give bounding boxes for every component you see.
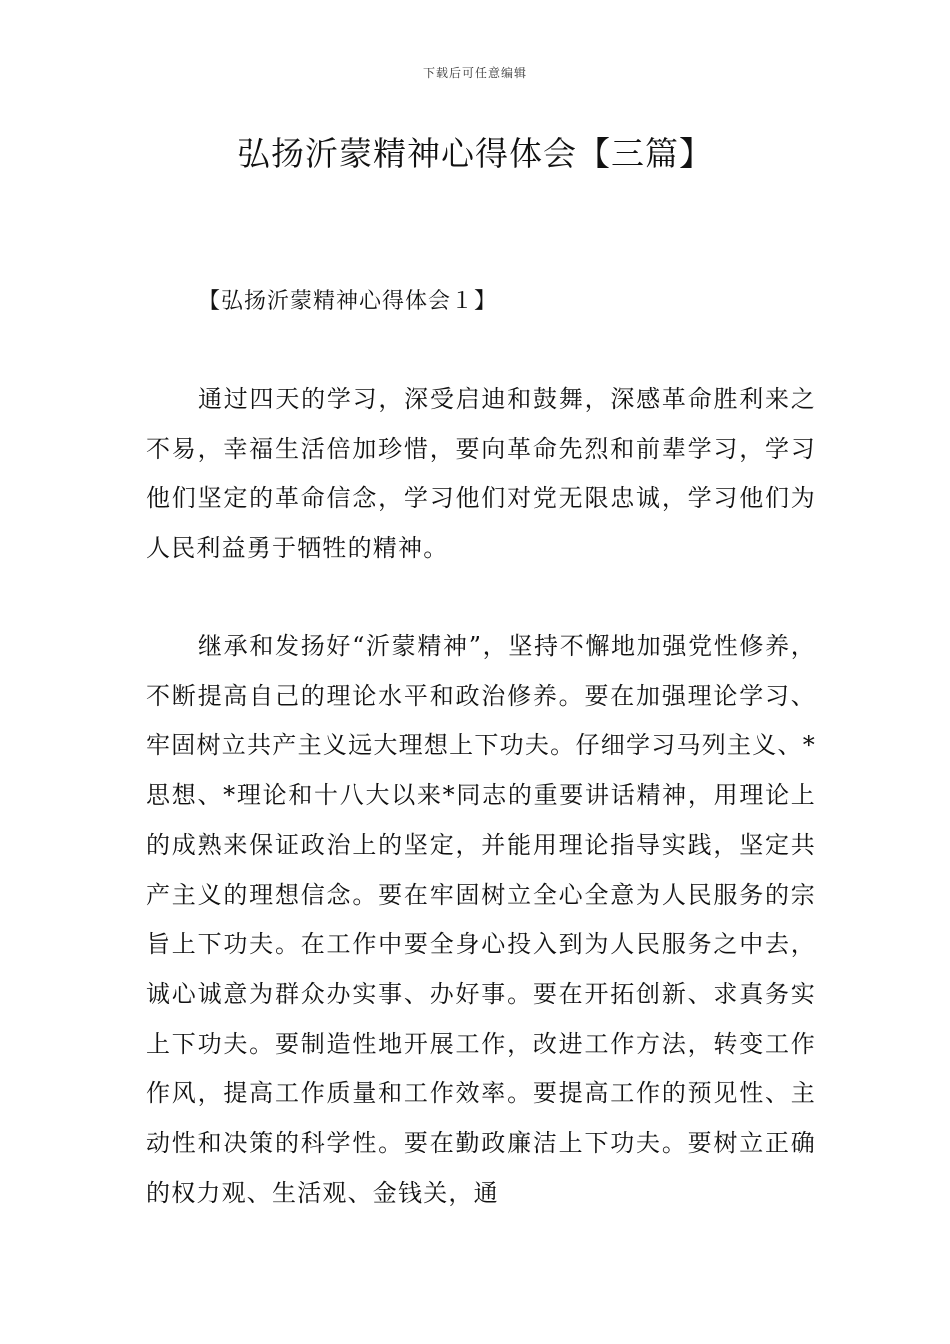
paragraph-1: 通过四天的学习，深受启迪和鼓舞，深感革命胜利来之不易，幸福生活倍加珍惜，要向革命先烈和前辈学习，学习他们坚定的革命信念，学习他们对党无限忠诚，学习他们为人民利益勇于牺牲的精神。 bbox=[146, 385, 816, 563]
header-note: 下载后可任意编辑 bbox=[422, 66, 527, 80]
document-title: 弘扬沂蒙精神心得体会【三篇】 bbox=[237, 134, 713, 173]
section-heading: 【弘扬沂蒙精神心得体会１】 bbox=[198, 289, 498, 314]
paragraph-2: 继承和发扬好“沂蒙精神”，坚持不懈地加强党性修养，不断提高自己的理论水平和政治修养。要在加强理论学习、牢固树立共产主义远大理想上下功夫。仔细学习马列主义、*思想、*理论和十八大以来*同志的重要讲话精神，用理论上的成熟来保证政治上的坚定，并能用理论指导实践，坚定共产主义的理想信念。要在牢固树立全心全意为人民服务的宗旨上下功夫。在工作中要全身心投入到为人民服务之中去，诚心诚意为群众办实事、办好事。要在开拓创新、求真务实上下功夫。要制造性地开展工作，改进工作方法，转变工作作风，提高工作质量和工作效率。要提高工作的预见性、主动性和决策的科学性。要在勤政廉洁上下功夫。要树立正确的权力观、生活观、金钱关，通 bbox=[146, 632, 816, 1207]
